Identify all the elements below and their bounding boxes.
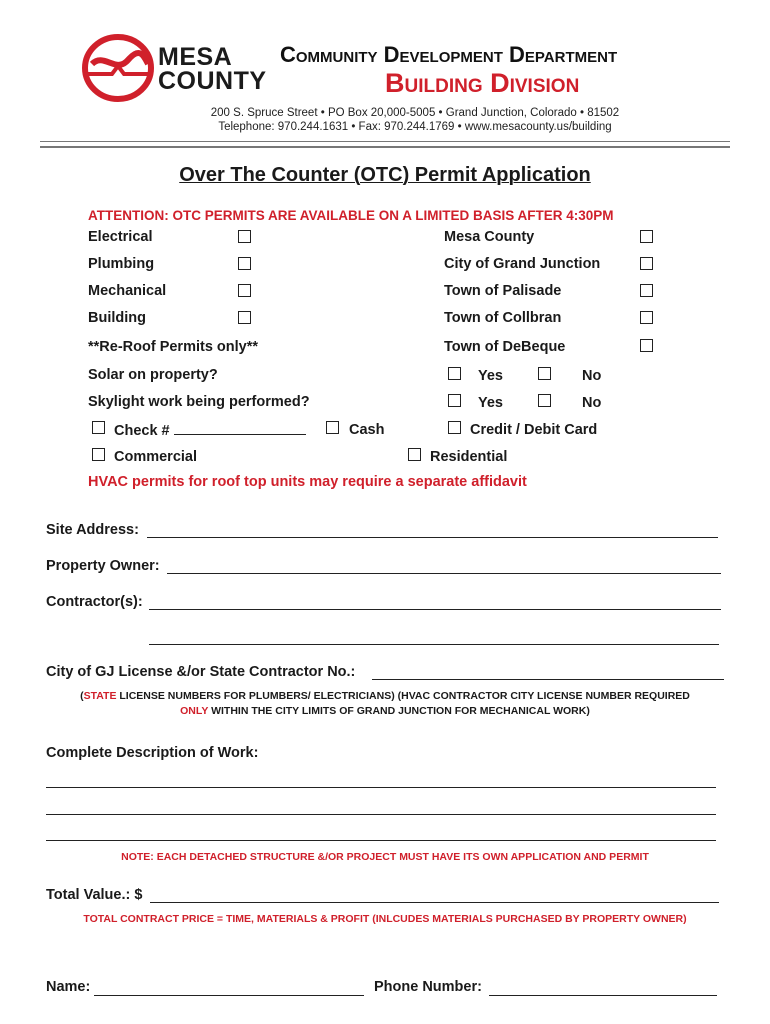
license-note-only: ONLY — [180, 705, 209, 717]
license-field[interactable] — [372, 679, 724, 680]
debeque-checkbox[interactable] — [640, 339, 653, 352]
jurisdiction-debeque: Town of DeBeque — [444, 339, 566, 355]
building-checkbox[interactable] — [238, 311, 251, 324]
license-note-line2 — [0, 705, 770, 717]
palisade-checkbox[interactable] — [640, 284, 653, 297]
solar-question: Solar on property? — [88, 367, 218, 383]
check-label-text: Check # — [114, 423, 170, 439]
header-divider-thick — [40, 146, 730, 148]
form-title-text: Over The Counter (OTC) Permit Application — [179, 164, 591, 186]
site-address-label: Site Address: — [46, 522, 139, 538]
license-note-state: STATE — [83, 690, 117, 702]
skylight-yes-label: Yes — [478, 395, 503, 411]
permit-type-reroof: **Re-Roof Permits only** — [88, 339, 259, 355]
permit-type-building: Building — [88, 310, 146, 326]
logo-text-county: COUNTY — [158, 67, 267, 95]
solar-no-label: No — [582, 368, 602, 384]
plumbing-checkbox[interactable] — [238, 257, 251, 270]
jurisdiction-mesa-county: Mesa County — [444, 229, 535, 245]
collbran-checkbox[interactable] — [640, 311, 653, 324]
solar-yes-checkbox[interactable] — [448, 367, 461, 380]
grand-junction-checkbox[interactable] — [640, 257, 653, 270]
commercial-label: Commercial — [114, 449, 198, 465]
license-note-line1: (STATE LICENSE NUMBERS FOR PLUMBERS/ ELECTRICIANS) (HVAC CONTRACTOR CITY LICENSE NUMBER REQUIRED — [80, 690, 690, 702]
description-label: Complete Description of Work: — [46, 745, 259, 761]
check-payment-checkbox[interactable] — [92, 421, 105, 434]
solar-no-checkbox[interactable] — [538, 367, 551, 380]
attention-note: ATTENTION: OTC PERMITS ARE AVAILABLE ON A LIMITED BASIS AFTER 4:30PM — [88, 208, 614, 223]
mesa-county-checkbox[interactable] — [640, 230, 653, 243]
cash-checkbox[interactable] — [326, 421, 339, 434]
residential-checkbox[interactable] — [408, 448, 421, 461]
name-field[interactable] — [94, 995, 364, 996]
site-address-field[interactable] — [147, 537, 718, 538]
property-owner-label: Property Owner: — [46, 558, 160, 574]
phone-label: Phone Number: — [374, 979, 482, 995]
hvac-note: HVAC permits for roof top units may require a separate affidavit — [88, 474, 527, 490]
permit-type-electrical: Electrical — [88, 229, 153, 245]
form-title — [0, 164, 770, 187]
description-line-2[interactable] — [46, 814, 716, 815]
skylight-yes-checkbox[interactable] — [448, 394, 461, 407]
permit-type-mechanical: Mechanical — [88, 283, 167, 299]
check-payment-label — [114, 422, 306, 439]
credit-debit-checkbox[interactable] — [448, 421, 461, 434]
total-value-field[interactable] — [150, 902, 719, 903]
license-label: City of GJ License &/or State Contractor No.: — [46, 664, 356, 680]
property-owner-field[interactable] — [167, 573, 721, 574]
skylight-no-checkbox[interactable] — [538, 394, 551, 407]
skylight-question: Skylight work being performed? — [88, 394, 310, 410]
electrical-checkbox[interactable] — [238, 230, 251, 243]
name-label: Name: — [46, 979, 91, 995]
permit-type-plumbing: Plumbing — [88, 256, 155, 272]
contact-line: Telephone: 970.244.1631 • Fax: 970.244.1769 • www.mesacounty.us/building — [218, 121, 612, 133]
header-divider — [40, 141, 730, 142]
cash-label: Cash — [349, 422, 385, 438]
department-name: Community Development Department — [280, 42, 618, 67]
division-name: Building Division — [385, 68, 580, 98]
total-value-label: Total Value.: $ — [46, 887, 143, 903]
contractors-field-2[interactable] — [149, 644, 719, 645]
logo-text-mesa: MESA — [158, 43, 233, 71]
description-line-1[interactable] — [46, 787, 716, 788]
contractors-label: Contractor(s): — [46, 594, 143, 610]
phone-field[interactable] — [489, 995, 717, 996]
mesa-county-logo-mark — [82, 34, 154, 102]
license-note-line2-text: WITHIN THE CITY LIMITS OF GRAND JUNCTION FOR MECHANICAL WORK) — [208, 705, 590, 717]
detached-structure-note: NOTE: EACH DETACHED STRUCTURE &/OR PROJECT MUST HAVE ITS OWN APPLICATION AND PERMIT — [121, 851, 649, 863]
jurisdiction-palisade: Town of Palisade — [444, 283, 562, 299]
mesa-county-logo — [82, 32, 272, 104]
mechanical-checkbox[interactable] — [238, 284, 251, 297]
credit-debit-label: Credit / Debit Card — [470, 422, 598, 438]
description-line-3[interactable] — [46, 840, 716, 841]
contractors-field[interactable] — [149, 609, 721, 610]
jurisdiction-grand-junction: City of Grand Junction — [444, 256, 601, 272]
skylight-no-label: No — [582, 395, 602, 411]
residential-label: Residential — [430, 449, 508, 465]
total-contract-note: TOTAL CONTRACT PRICE = TIME, MATERIALS & PROFIT (INLCUDES MATERIALS PURCHASED BY PROPERTY OWNER) — [83, 913, 687, 925]
jurisdiction-collbran: Town of Collbran — [444, 310, 562, 326]
check-number-line[interactable] — [174, 422, 306, 435]
solar-yes-label: Yes — [478, 368, 503, 384]
license-note-line1-text: LICENSE NUMBERS FOR PLUMBERS/ ELECTRICIANS) (HVAC CONTRACTOR CITY LICENSE NUMBER REQUIRED — [116, 690, 690, 702]
commercial-checkbox[interactable] — [92, 448, 105, 461]
address-line: 200 S. Spruce Street • PO Box 20,000-5005 • Grand Junction, Colorado • 81502 — [210, 107, 620, 119]
